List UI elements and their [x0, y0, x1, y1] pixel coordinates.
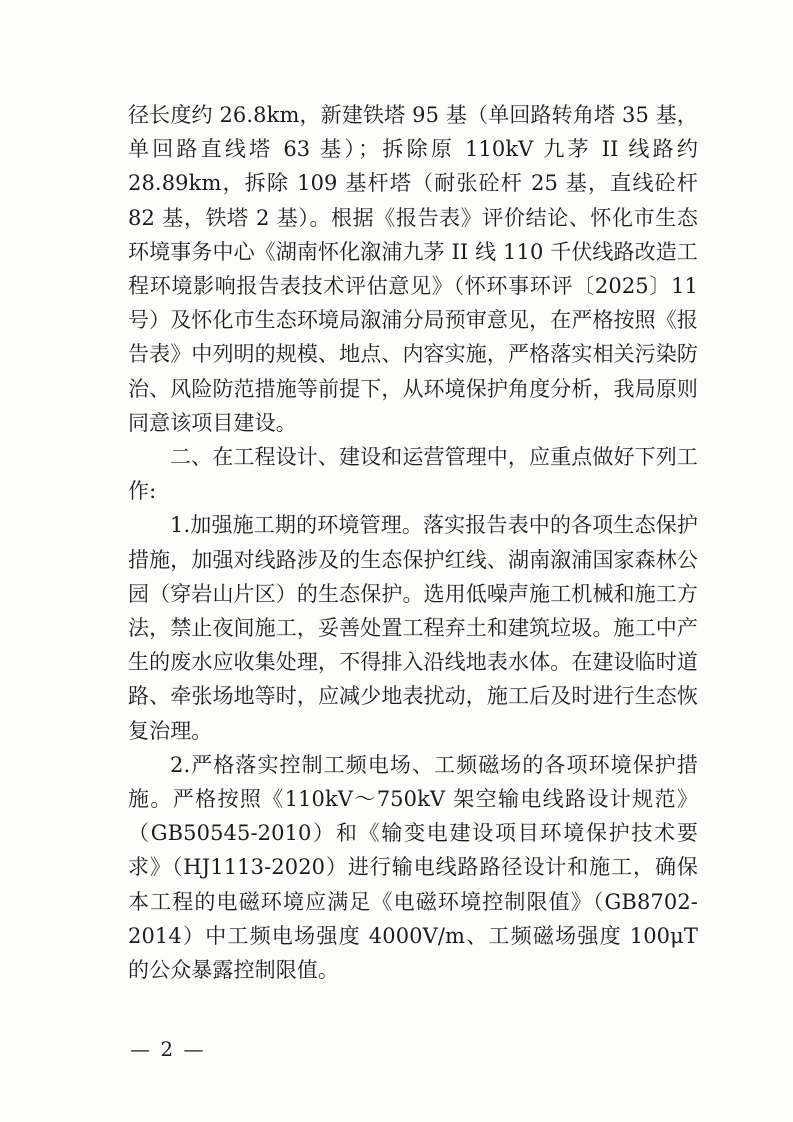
paragraph-construction-management: 1.加强施工期的环境管理。落实报告表中的各项生态保护措施，加强对线路涉及的生态保护红线、湖南溆浦国家森林公园（穿岩山片区）的生态保护。选用低噪声施工机械和施工方法，禁止夜间施工，妥善处置工程弃土和建筑垃圾。施工中产生的废水应收集处理，不得排入沿线地表水体。在建设临时道路、牵张场地等时，应减少地表扰动，施工后及时进行生态恢复治理。	[128, 513, 698, 743]
paragraph-section-two-heading: 二、在工程设计、建设和运营管理中，应重点做好下列工作:	[128, 445, 698, 504]
paragraph-project-scope: 径长度约 26.8km，新建铁塔 95 基（单回路转角塔 35 基，单回路直线塔 63 基）；拆除原 110kV 九茅 II 线路约 28.89km，拆除 109 基杆塔（耐张砼杆 25 基，直线砼杆 82 基，铁塔 2 基）。根据《报告表》评价结论、怀化市生态环境事务中心《湖南怀化溆浦九茅 II 线 110 千伏线路改造工程环境影响报告表技术评估意见》（怀环事环评〔2025〕11 号）及怀化市生态环境局溆浦分局预审意见，在严格按照《报告表》中列明的规模、地点、内容实施，严格落实相关污染防治、风险防范措施等前提下，从环境保护角度分析，我局原则同意该项目建设。	[128, 103, 698, 435]
paragraph-electromagnetic-control: 2.严格落实控制工频电场、工频磁场的各项环境保护措施。严格按照《110kV～750kV 架空输电线路设计规范》（GB50545-2010）和《输变电建设项目环境保护技术要求》（HJ1113-2020）进行输电线路路径设计和施工，确保本工程的电磁环境应满足《电磁环境控制限值》（GB8702-2014）中工频电场强度 4000V/m、工频磁场强度 100μT 的公众暴露控制限值。	[128, 752, 698, 983]
body-text	[128, 98, 698, 987]
page-number: — 2 —	[130, 1037, 206, 1061]
